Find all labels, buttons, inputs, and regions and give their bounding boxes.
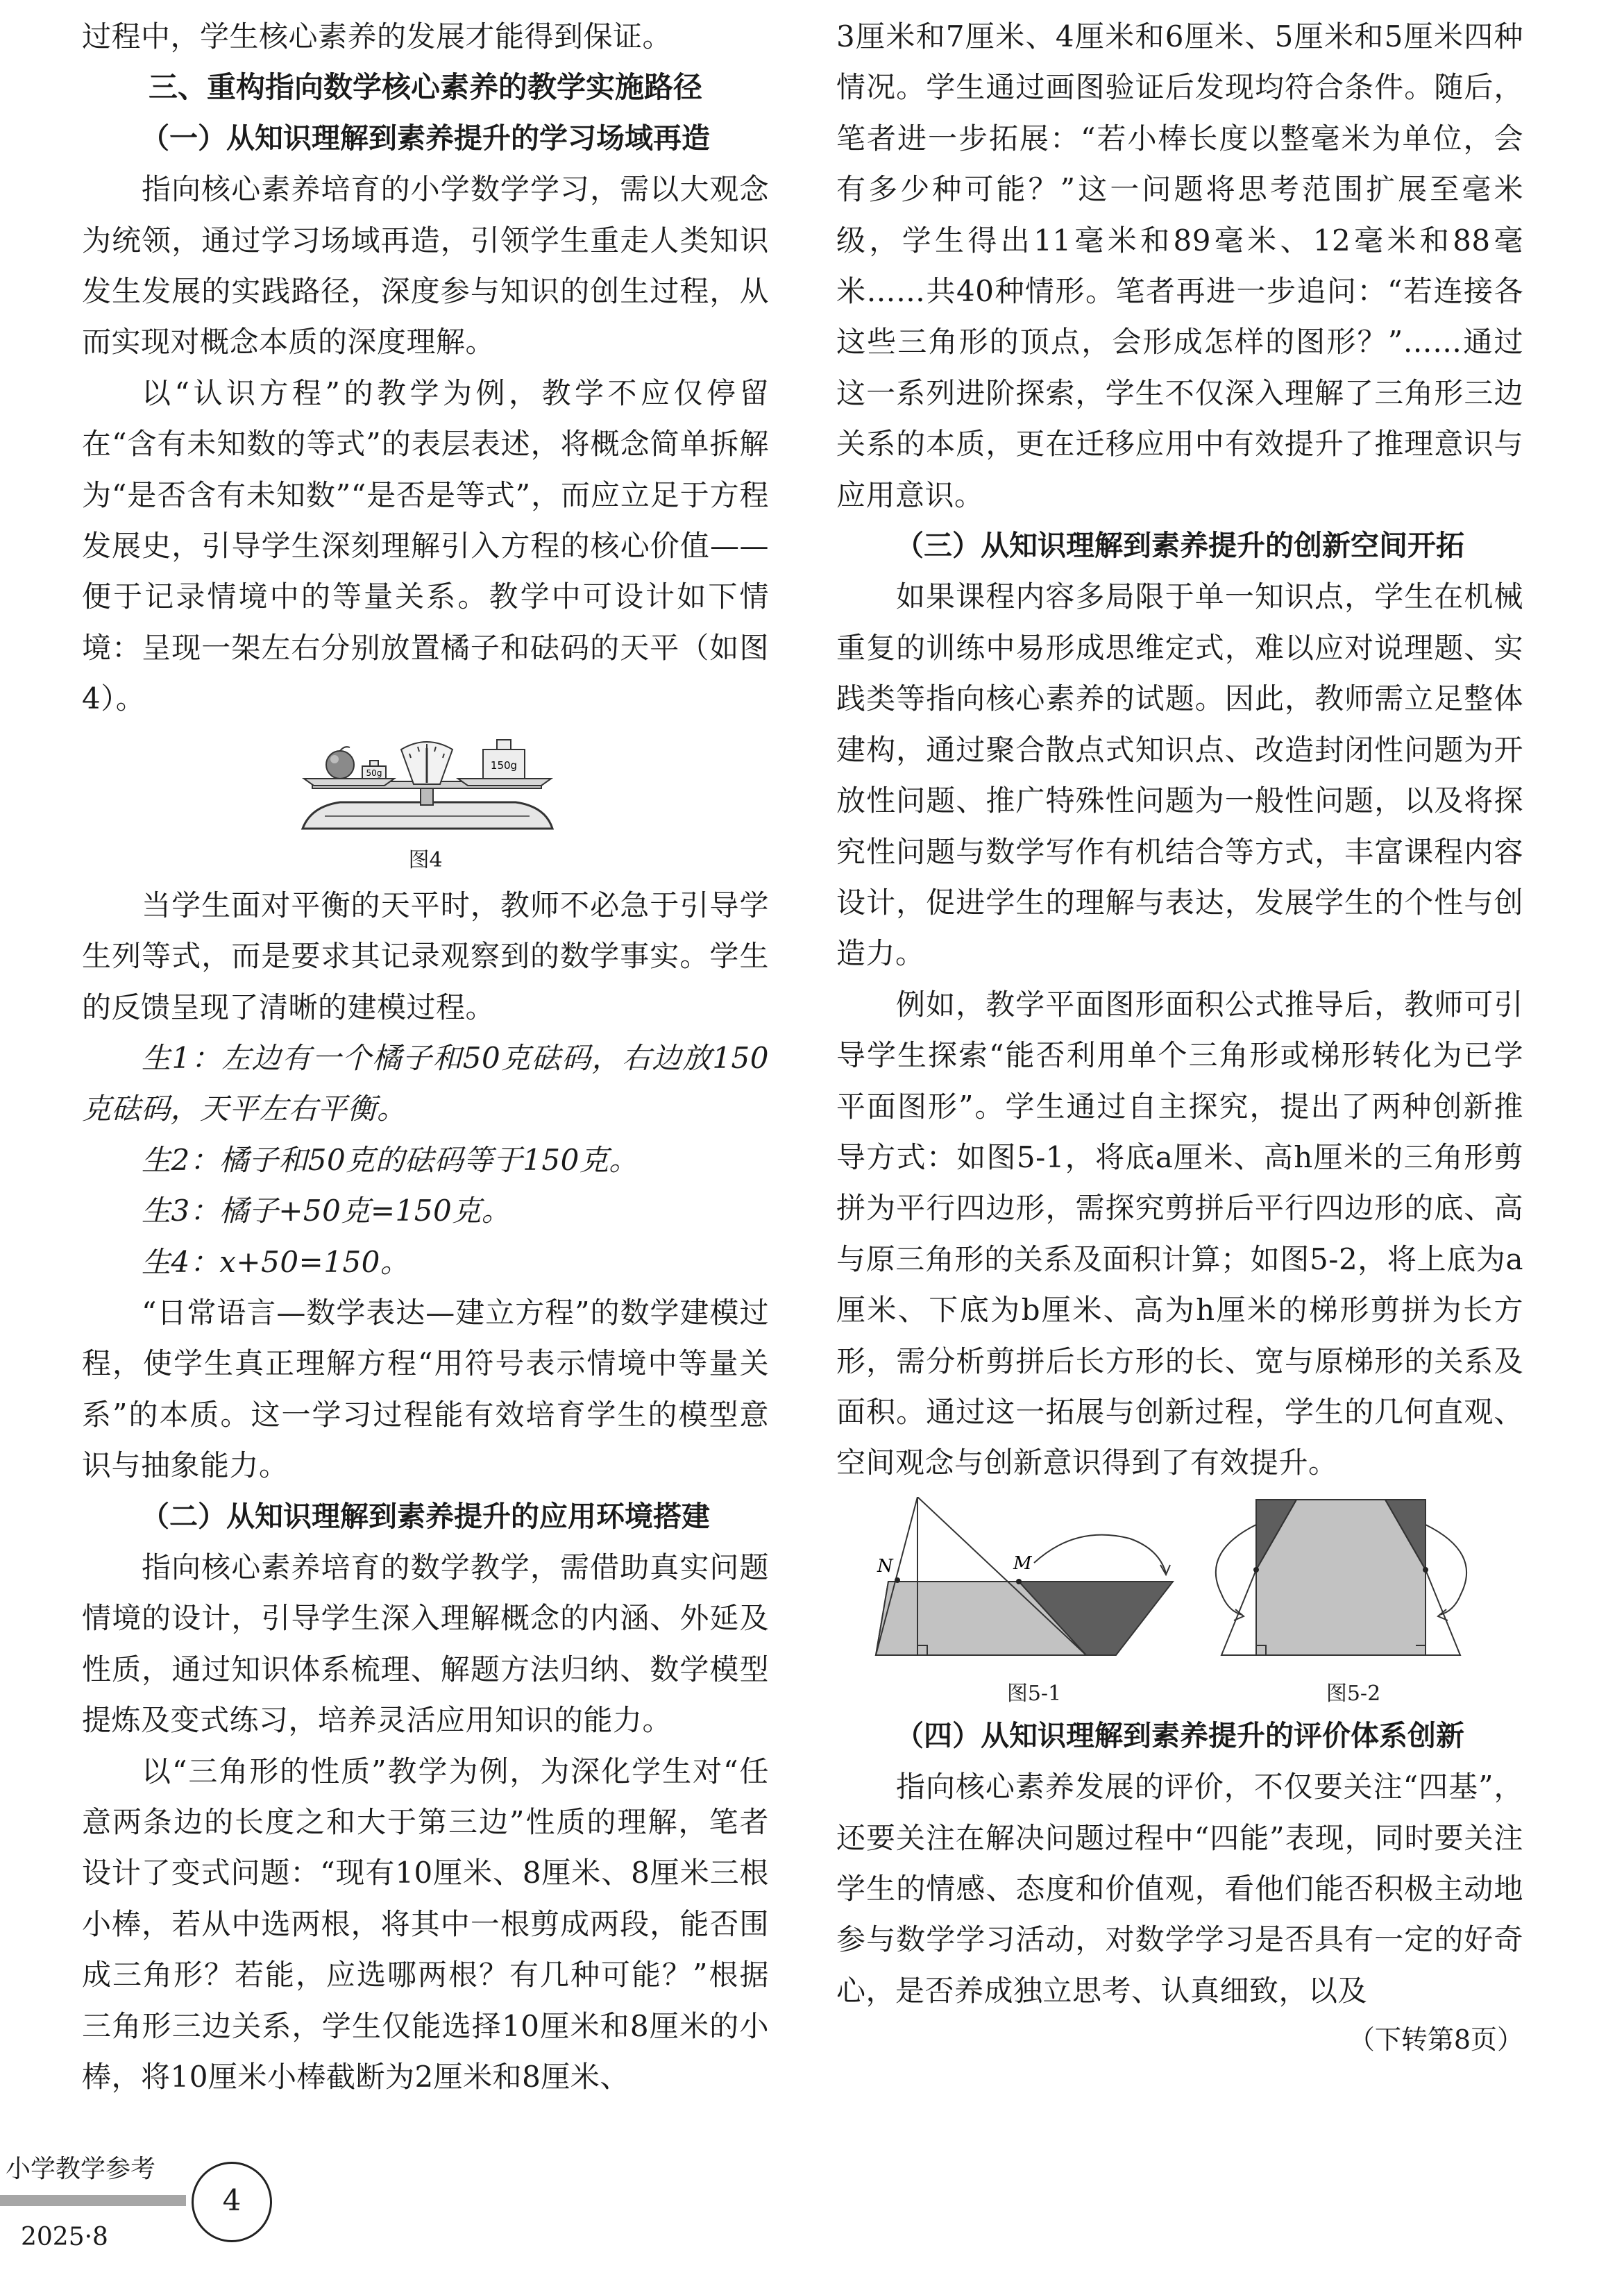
paragraph: 以“三角形的性质”教学为例，为深化学生对“任意两条边的长度之和大于第三边”性质的理解，笔者设计了变式问题：“现有10厘米、8厘米、8厘米三根小棒，若从中选两根，将其中一根剪成两段，能否围成三角形？若能，应选哪两根？有几种可能？”根据三角形三边关系，学生仅能选择10厘米和8厘米的小棒，将10厘米小棒截断为2厘米和8厘米、 xyxy=(82,1754,769,2094)
right-column xyxy=(836,11,1523,2060)
journal-name: 小学教学参考 xyxy=(6,2155,156,2183)
figure-4-caption: 图4 xyxy=(408,847,443,872)
paragraph: 指向核心素养培育的数学教学，需借助真实问题情境的设计，引导学生深入理解概念的内涵、外延及性质，通过知识体系梳理、解题方法归纳、数学模型提炼及变式练习，培养灵活应用知识的能力。 xyxy=(82,1550,769,1738)
page-footer xyxy=(0,2141,291,2270)
figure-5 xyxy=(836,1489,1523,1711)
student-answer-2: 生2：橘子和50克的砝码等于150克。 xyxy=(142,1142,638,1177)
left-column xyxy=(82,11,769,2102)
paragraph: 如果课程内容多局限于单一知识点，学生在机械重复的训练中易形成思维定式，难以应对说理题、实践类等指向核心素养的试题。因此，教师需立足整体建构，通过聚合散点式知识点、改造封闭性问题为开放性问题、推广特殊性问题为一般性问题，以及将探究性问题与数学写作有机结合等方式，丰富课程内容设计，促进学生的理解与表达，发展学生的个性与创造力。 xyxy=(836,579,1523,971)
student-answer-1: 生1：左边有一个橘子和50克砝码，右边放150克砝码，天平左右平衡。 xyxy=(82,1040,769,1126)
point-label-n: N xyxy=(877,1555,893,1577)
trapezoid-to-rectangle-diagram xyxy=(1208,1497,1499,1670)
weight-label-small: 50g xyxy=(366,768,382,778)
paragraph: 当学生面对平衡的天平时，教师不必急于引导学生列等式，而是要求其记录观察到的数学事实。学生的反馈呈现了清晰的建模过程。 xyxy=(82,888,769,1024)
balance-scale-illustration xyxy=(82,725,769,849)
paragraph-continued: 3厘米和7厘米、4厘米和6厘米、5厘米和5厘米四种情况。学生通过画图验证后发现均符合条件。随后，笔者进一步拓展：“若小棒长度以整毫米为单位，会有多少种可能？”这一问题将思考范围扩展至毫米级，学生得出11毫米和89毫米、12毫米和88毫米……共40种情形。笔者再进一步追问：“若连接各这些三角形的顶点，会形成怎样的图形？”……通过这一系列进阶探索，学生不仅深入理解了三角形三边关系的本质，更在迁移应用中有效提升了推理意识与应用意识。 xyxy=(836,19,1523,512)
subsection-3-title: （三）从知识理解到素养提升的创新空间开拓 xyxy=(895,529,1464,563)
student-answer-4: 生4：x+50=150。 xyxy=(142,1244,410,1279)
page-number-badge xyxy=(192,2162,272,2242)
figure-5-2-caption: 图5-2 xyxy=(1326,1681,1381,1706)
section-3-title: 三、重构指向数学核心素养的教学实施路径 xyxy=(148,70,702,105)
issue-date: 2025·8 xyxy=(21,2223,108,2251)
figure-5-1-caption: 图5-1 xyxy=(1006,1681,1062,1706)
paragraph: 指向核心素养发展的评价，不仅要关注“四基”，还要关注在解决问题过程中“四能”表现，同时要关注学生的情感、态度和价值观，看他们能否积极主动地参与数学学习活动，对数学学习是否具有一定的好奇心，是否养成独立思考、认真细致，以及 xyxy=(836,1770,1523,2008)
paragraph: “日常语言—数学表达—建立方程”的数学建模过程，使学生真正理解方程“用符号表示情境中等量关系”的本质。这一学习过程能有效培育学生的模型意识与抽象能力。 xyxy=(82,1295,769,1483)
subsection-2-title: （二）从知识理解到素养提升的应用环境搭建 xyxy=(141,1499,710,1533)
paragraph: 指向核心素养培育的小学数学学习，需以大观念为统领，通过学习场域再造，引领学生重走人类知识发生发展的实践路径，深度参与知识的创生过程，从而实现对概念本质的深度理解。 xyxy=(82,172,769,359)
paragraph: 以“认识方程”的教学为例，教学不应仅停留在“含有未知数的等式”的表层表述，将概念简单拆解为“是否含有未知数”“是否是等式”，而应立足于方程发展史，引导学生深刻理解引入方程的核心价值——便于记录情境中的等量关系。教学中可设计如下情境：呈现一架左右分别放置橘子和砝码的天平（如图4）。 xyxy=(82,375,769,716)
subsection-4-title: （四）从知识理解到素养提升的评价体系创新 xyxy=(895,1718,1464,1752)
page-number: 4 xyxy=(222,2183,242,2217)
footer-bar xyxy=(0,2195,186,2206)
continued-note: （下转第8页） xyxy=(1348,2024,1523,2056)
student-answer-3: 生3：橘子+50克=150克。 xyxy=(142,1194,511,1228)
point-label-m: M xyxy=(1013,1552,1032,1574)
paragraph: 例如，教学平面图形面积公式推导后，教师可引导学生探索“能否利用单个三角形或梯形转化为已学平面图形”。学生通过自主探究，提出了两种创新推导方式：如图5-1，将底a厘米、高h厘米的三角形剪拼为平行四边形，需探究剪拼后平行四边形的底、高与原三角形的关系及面积计算；如图5-2，将上底为a厘米、下底为b厘米、高为h厘米的梯形剪拼为长方形，需分析剪拼后长方形的长、宽与原梯形的关系及面积。通过这一拓展与创新过程，学生的几何直观、空间观念与创新意识得到了有效提升。 xyxy=(836,987,1523,1480)
subsection-1-title: （一）从知识理解到素养提升的学习场域再造 xyxy=(141,121,710,155)
figure-4 xyxy=(82,725,769,880)
weight-label-large: 150g xyxy=(490,759,518,772)
intro-paragraph: 过程中，学生核心素养的发展才能得到保证。 xyxy=(82,19,673,53)
triangle-to-parallelogram-diagram xyxy=(874,1497,1194,1670)
